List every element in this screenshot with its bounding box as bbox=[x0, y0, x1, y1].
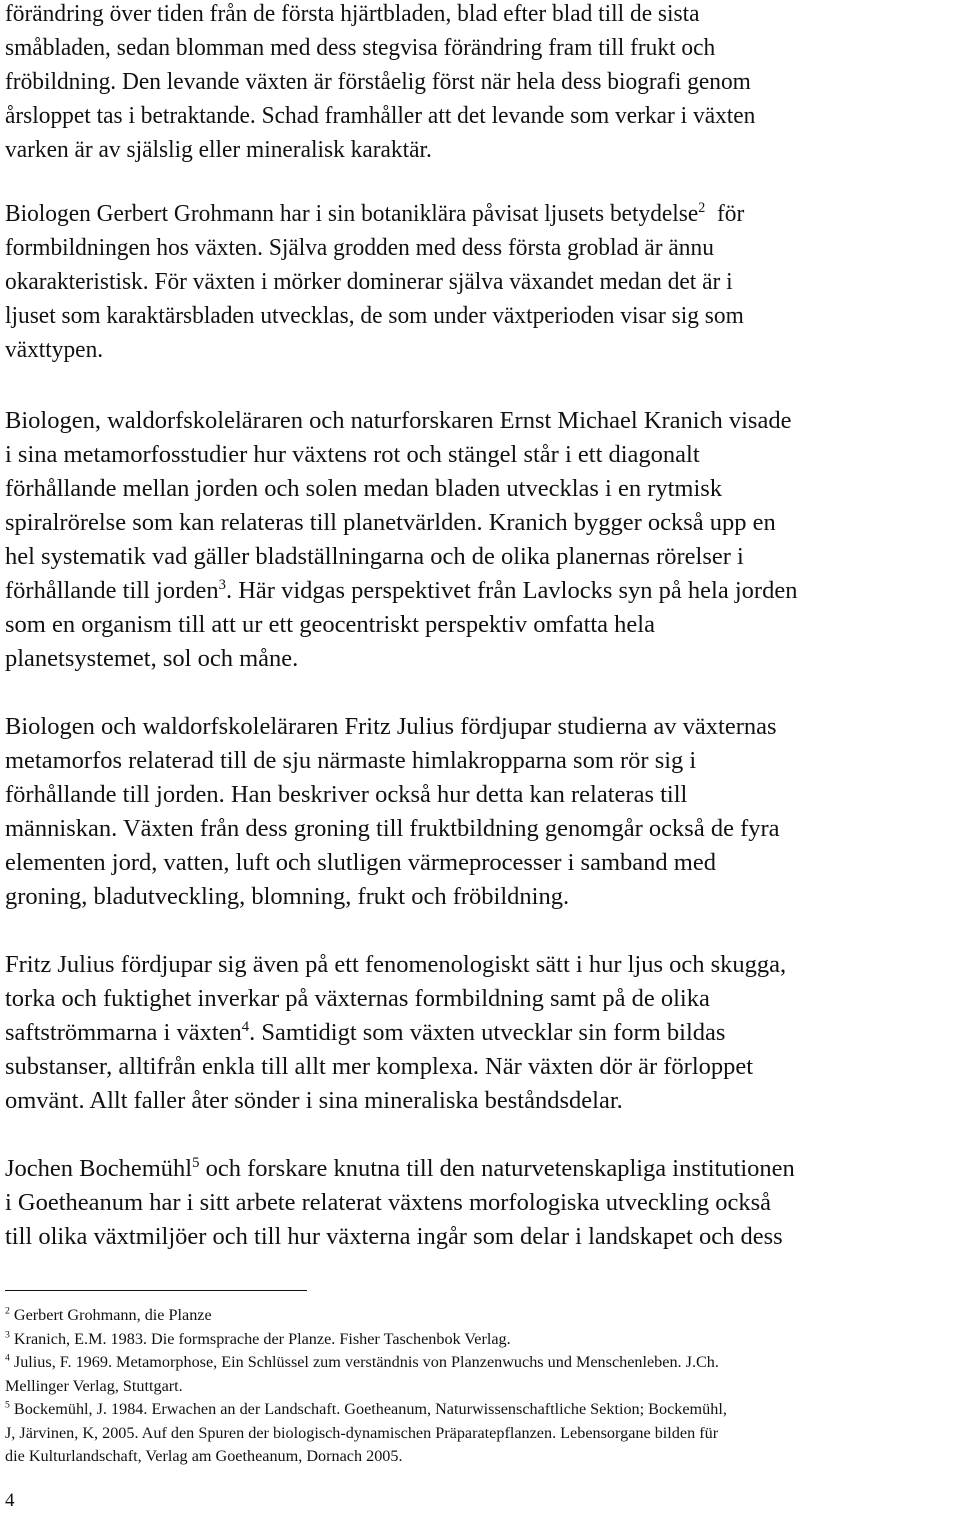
text-line: småbladen, sedan blomman med dess stegvisa förändring fram till frukt och bbox=[5, 34, 716, 61]
text-line: årsloppet tas i betraktande. Schad framhåller att det levande som verkar i växten bbox=[5, 102, 756, 129]
paragraph-6 bbox=[5, 1152, 957, 1254]
footnote bbox=[5, 1304, 957, 1328]
footnote-number: 5 bbox=[5, 1399, 10, 1411]
text-line: ljuset som karaktärsbladen utvecklas, de som under växtperioden visar sig som bbox=[5, 302, 744, 329]
footnote bbox=[5, 1328, 957, 1352]
footnote-number: 2 bbox=[5, 1305, 10, 1317]
footnote-ref: 5 bbox=[192, 1154, 200, 1171]
text-line: okarakteristisk. För växten i mörker dominerar själva växandet medan det är i bbox=[5, 268, 733, 295]
text-run: och forskare knutna till den naturvetenskapliga institutionen bbox=[199, 1155, 795, 1182]
text-line: i Goetheanum har i sitt arbete relaterat växtens morfologiska utveckling också bbox=[5, 1189, 772, 1216]
text-line: metamorfos relaterad till de sju närmaste himlakropparna som rör sig i bbox=[5, 747, 697, 774]
text-line: groning, bladutveckling, blomning, frukt och fröbildning. bbox=[5, 883, 570, 910]
text-run: . Samtidigt som växten utvecklar sin form bildas bbox=[249, 1019, 726, 1046]
paragraph-4 bbox=[5, 710, 957, 914]
paragraph-1 bbox=[5, 0, 957, 167]
footnote-number: 3 bbox=[5, 1329, 10, 1341]
paragraph-2 bbox=[5, 197, 957, 367]
text-line bbox=[5, 1152, 957, 1186]
text-line: människan. Växten från dess groning till fruktbildning genomgår också de fyra bbox=[5, 815, 780, 842]
footnote-ref: 2 bbox=[698, 199, 706, 216]
footnote-continuation: die Kulturlandschaft, Verlag am Goetheanum, Dornach 2005. bbox=[5, 1447, 403, 1465]
footnote-ref: 4 bbox=[241, 1018, 250, 1035]
footnote-text: Gerbert Grohmann, die Planze bbox=[13, 1306, 212, 1324]
text-line bbox=[5, 1016, 957, 1050]
text-run: saftströmmarna i växten bbox=[5, 1019, 242, 1046]
footnote-text: Bockemühl, J. 1984. Erwachen an der Landschaft. Goetheanum, Naturwissenschaftliche Sektion; Bockemühl, bbox=[13, 1400, 727, 1418]
text-line: fröbildning. Den levande växten är förståelig först när hela dess biografi genom bbox=[5, 68, 751, 95]
footnote bbox=[5, 1351, 957, 1375]
footnote-continuation: Mellinger Verlag, Stuttgart. bbox=[5, 1376, 183, 1395]
text-line: förhållande till jorden. Han beskriver också hur detta kan relateras till bbox=[5, 781, 688, 808]
footnote-text: Julius, F. 1969. Metamorphose, Ein Schlüssel zum verständnis von Planzenwuchs und Menschenleben. J.Ch. bbox=[13, 1353, 719, 1371]
text-line: hel systematik vad gäller bladställningarna och de olika planernas rörelser i bbox=[5, 543, 744, 570]
text-line: formbildningen hos växten. Själva grodden med dess första groblad är ännu bbox=[5, 234, 714, 261]
text-run: Jochen Bochemühl bbox=[5, 1155, 193, 1182]
footnote-separator bbox=[5, 1290, 307, 1291]
footnotes bbox=[5, 1304, 957, 1469]
text-line: till olika växtmiljöer och till hur växterna ingår som delar i landskapet och dess bbox=[5, 1223, 783, 1250]
text-line: Biologen, waldorfskoleläraren och naturforskaren Ernst Michael Kranich visade bbox=[5, 407, 792, 434]
paragraph-5 bbox=[5, 948, 957, 1118]
text-line: Biologen och waldorfskoleläraren Fritz Julius fördjupar studierna av växternas bbox=[5, 713, 777, 740]
text-line: växttypen. bbox=[5, 336, 104, 363]
text-line: förändring över tiden från de första hjärtbladen, blad efter blad till de sista bbox=[5, 0, 700, 27]
text-line: elementen jord, vatten, luft och slutligen värmeprocesser i samband med bbox=[5, 849, 716, 876]
text-line: omvänt. Allt faller åter sönder i sina mineraliska beståndsdelar. bbox=[5, 1087, 623, 1114]
text-run: . Här vidgas perspektivet från Lavlocks syn på hela jorden bbox=[225, 577, 798, 604]
text-line: torka och fuktighet inverkar på växternas formbildning samt på de olika bbox=[5, 985, 710, 1012]
text-line: substanser, alltifrån enkla till allt mer komplexa. När växten dör är förloppet bbox=[5, 1053, 754, 1080]
footnote bbox=[5, 1398, 957, 1422]
text-line bbox=[5, 574, 957, 608]
text-run: förhållande till jorden bbox=[5, 577, 219, 604]
text-line: planetsystemet, sol och måne. bbox=[5, 645, 299, 672]
footnote-text: Kranich, E.M. 1983. Die formsprache der Planze. Fisher Taschenbok Verlag. bbox=[13, 1329, 511, 1348]
text-line: Fritz Julius fördjupar sig även på ett fenomenologiskt sätt i hur ljus och skugga, bbox=[5, 951, 787, 978]
paragraph-3 bbox=[5, 404, 957, 676]
text-line: spiralrörelse som kan relateras till planetvärlden. Kranich bygger också upp en bbox=[5, 509, 776, 536]
footnote-ref: 3 bbox=[218, 576, 226, 593]
page-number: 4 bbox=[5, 1490, 15, 1511]
text-line: i sina metamorfosstudier hur växtens rot och stängel står i ett diagonalt bbox=[5, 441, 700, 468]
text-line: som en organism till att ur ett geocentriskt perspektiv omfatta hela bbox=[5, 611, 655, 638]
text-line: förhållande mellan jorden och solen medan bladen utvecklas i en rytmisk bbox=[5, 475, 723, 502]
footnote-number: 4 bbox=[5, 1352, 10, 1364]
text-line: varken är av själslig eller mineralisk karaktär. bbox=[5, 136, 432, 163]
text-run: för bbox=[705, 200, 745, 227]
text-run: Biologen Gerbert Grohmann har i sin botaniklära påvisat ljusets betydelse bbox=[5, 200, 699, 227]
text-line bbox=[5, 197, 957, 231]
footnote-continuation: J, Järvinen, K, 2005. Auf den Spuren der biologisch-dynamischen Präparatepflanzen. Lebensorgane bilden für bbox=[5, 1423, 719, 1442]
